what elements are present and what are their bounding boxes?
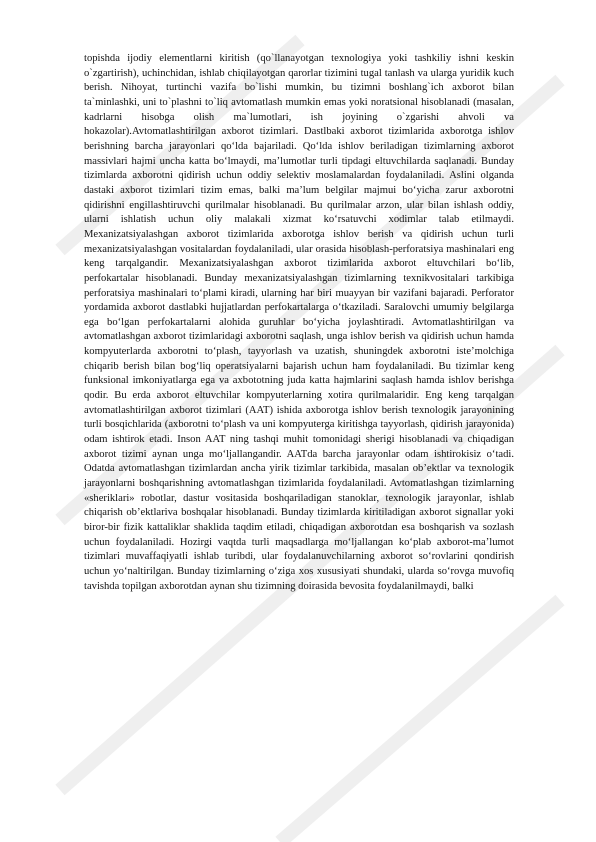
paragraph: topishda ijodiy elementlarni kiritish (qo`llanayotgan texnologiya yoki tashkiliy ishni keskin o`zgartirish), uchinchidan, ishlab chiqilayotgan qarorlar tizimini tugal tanlash va ularga yuridik kuch berish. Nihoyat, turtinchi vazifa bo`lishi mumkin, bu tizimni boshlang`ich axborot bilan ta`minlashki, uni to`plashni to`liq avtomatlash mumkin emas yoki noratsional hisoblanadi (masalan, kadrlarni hisobga olish ma`lumotlari, ish joyining o`zgarishi ahvoli va hokazolar).Avtomatlashtirilgan axborot tizimlari. Dastlbaki axborot tizimlarida axborotga ishlov berishning barcha jarayonlari qo‘lda bajariladi. Qo‘lda ishlov beriladigan tizimlarning axborot massivlari hajmi uncha katta bo‘lmaydi, ma’lumotlar turli tipdagi eltuvchilarda saqlanadi. Bunday tizimlarda axborotni qidirish uchun oddiy selektiv moslamalardan foydalaniladi. Aslini olganda dastaki axborot tizimlari tizim emas, balki ma’lum belgilar majmui bo‘yicha zarur axborotni qidirishni engillashtiruvchi qurilmalar hisoblanadi. Bu qurilmalar arzon, ular bilan ishlash oddiy, ularni ishlatish uchun oliy malakali xizmat ko‘rsatuvchi xodimlar talab etilmaydi. Mexanizatsiyalashgan axborot tizimlarida axborotga ishlov berish va qidirish uchun turli mexanizatsiyalashgan vositalardan foydalaniladi, ular orasida hisoblash-perforatsiya mashinalari eng keng tarqalgandir. Mexanizatsiyalashgan axborot tizimlarida axborot eltuvchilari bo‘lib, perfokartalar hisoblanadi. Bunday mexanizatsiyalashgan tizimlarning texnikvositalari tarkibiga perforatsiya mashinalari to‘plami kiradi, ularning har biri muayyan bir vazifani bajaradi. Perforator yordamida axborot dastlabki hujjatlardan perfokartalarga o‘tkaziladi. Saralovchi umumiy belgilarga ega bo‘lgan perfokartalarni alohida guruhlar bo‘yicha joylashtiradi. Avtomatlashtirilgan va avtomatlashgan axborot tizimlaridagi axborotni saqlash, unga ishlov berish va qidirish uchun hamda kompyuterlarda axborotni to‘plash, tayyorlash va uzatish, shuningdek axborotni iste’molchiga chiqarib berish bilan bog‘liq operatsiyalarni bajarish uchun ham foydalaniladi. Bu tizimlar keng funksional imkoniyatlarga ega va axbototning juda katta hajmlarini saqlash hamda ishlov berishga qodir. Bu erda axborot eltuvchilar kompyuterlarning xotira qurilmalaridir. Eng keng tarqalgan avtomatlashtirilgan axborot tizimlari (AAT) ishida axborotga ishlov berish texnologik jarayonining turli bosqichlarida (axborotni to‘plash va uni kompyuterga kiritishga tayyorlash, qidirish jarayonida) odam ishtirok etadi. Inson AAT ning tashqi muhit tomonidagi sherigi hisoblanadi va chiqadigan axborot tizimi aynan unga mo‘ljallangandir. AATda barcha jarayonlar odam ishtirokisiz o‘tadi. Odatda avtomatlashgan tizimlardan ancha yirik tizimlar tarkibida, masalan ob’ektlar va texnologik jarayonlarni boshqarishning avtomatlashgan tizimlarida foydalaniladi. Avtomatlashgan tizimlarning «sheriklari» robotlar, dastur vositasida boshqariladigan stanoklar, texnologik jarayonlar, ishlab chiqarish ob’ektlariva boshqalar hisoblanadi. Bunday tizimlarda kiritiladigan axborot signallar yoki biror-bir fizik kattaliklar shaklida taqdim etiladi, chiqadigan axborotdan esa boshqarish va sozlash uchun foydalaniladi. Hozirgi vaqtda turli maqsadlarga mo‘ljallangan ko‘plab axborot-ma’lumot tizimlari muvaffaqiyatli ishlab turibdi, ular foydalanuvchilarning axborot so‘rovlarini qondirish uchun yo‘naltirilgan. Bunday tizimlarning o‘ziga xos xususiyati shundaki, ularda so‘rovga muvofiq tavishda topilgan axborotdan aynan shu tizimning doirasida bevosita foydalanilmaydi, balki — [84, 53, 514, 592]
body-text — [84, 52, 514, 594]
